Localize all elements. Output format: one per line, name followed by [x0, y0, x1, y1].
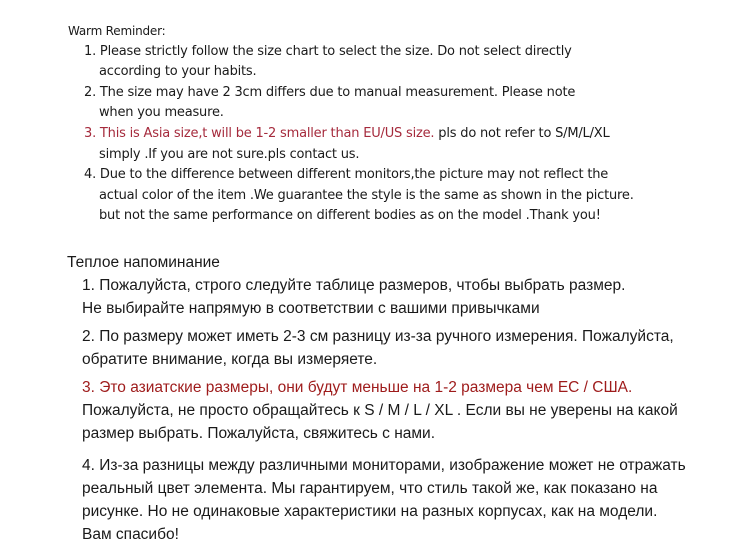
- line: Вам спасибо!: [82, 526, 179, 543]
- line: 2. По размеру может иметь 2-3 см разницу из-за ручного измерения. Пожалуйста,: [82, 328, 674, 345]
- english-item-4-cont2: but not the same performance on different bodies as on the model .Thank you!: [99, 208, 601, 224]
- english-item-2-cont: when you measure.: [99, 105, 224, 121]
- line: обратите внимание, когда вы измеряете.: [82, 351, 378, 368]
- english-title: Warm Reminder:: [68, 24, 166, 38]
- line: рисунке. Но не одинаковые характеристики на разных корпусах, как на модели.: [82, 503, 658, 520]
- line: 1. Пожалуйста, строго следуйте таблице размеров, чтобы выбрать размер.: [82, 277, 626, 294]
- russian-reminder: [67, 251, 686, 546]
- english-item-4: 4. Due to the difference between different monitors,the picture may not reflect the: [84, 167, 609, 183]
- line: Пожалуйста, не просто обращайтесь к S / M / L / XL . Если вы не уверены на какой: [82, 402, 678, 419]
- line: размер выбрать. Пожалуйста, свяжитесь с нами.: [82, 425, 436, 442]
- english-reminder: [68, 21, 634, 227]
- russian-title: Теплое напоминание: [67, 254, 220, 271]
- english-item-4-cont: actual color of the item .We guarantee the style is the same as shown in the picture.: [99, 187, 634, 203]
- line: реальный цвет элемента. Мы гарантируем, что стиль такой же, как показано на: [82, 480, 658, 497]
- english-item-3-rest: pls do not refer to S/M/L/XL: [434, 125, 610, 141]
- english-item-3-cont: simply .If you are not sure.pls contact us.: [99, 146, 360, 162]
- russian-item-2: [67, 325, 686, 371]
- english-item-3: [68, 124, 634, 145]
- english-item-1-cont: according to your habits.: [99, 64, 257, 80]
- line: 4. Из-за разницы между различными мониторами, изображение может не отражать: [82, 457, 686, 474]
- english-item-3-highlight: 3. This is Asia size,t will be 1-2 smaller than EU/US size.: [84, 125, 435, 141]
- russian-item-1: [67, 274, 686, 320]
- line: Не выбирайте напрямую в соответствии с вашими привычками: [82, 300, 540, 317]
- english-item-1: 1. Please strictly follow the size chart to select the size. Do not select directly: [84, 43, 572, 59]
- english-item-2: 2. The size may have 2 3cm differs due to manual measurement. Please note: [84, 84, 576, 100]
- line-highlight: 3. Это азиатские размеры, они будут меньше на 1-2 размера чем ЕС / США.: [82, 379, 633, 396]
- russian-item-4: [67, 454, 686, 546]
- russian-item-3: [67, 376, 686, 445]
